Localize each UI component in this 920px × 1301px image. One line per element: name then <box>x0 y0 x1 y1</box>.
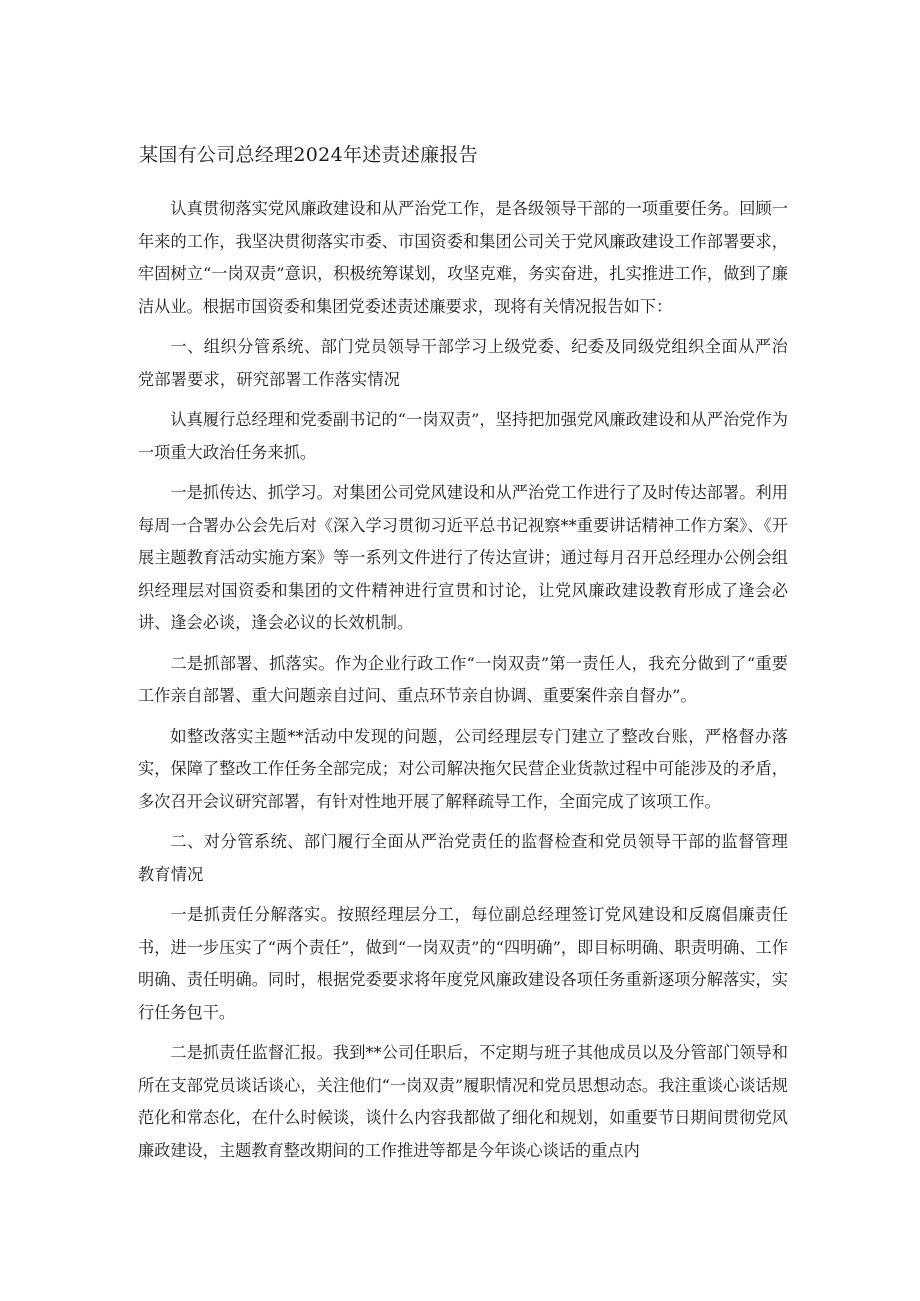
section-heading-1: 一、组织分管系统、部门党员领导干部学习上级党委、纪委及同级党组织全面从严治党部署要求，研究部署工作落实情况 <box>138 337 788 389</box>
section-1-paragraph-1: 认真履行总经理和党委副书记的“一岗双责”，坚持把加强党风廉政建设和从严治党作为一项重大政治任务来抓。 <box>138 410 788 462</box>
section-2-paragraph-2: 二是抓责任监督汇报。我到**公司任职后，不定期与班子其他成员以及分管部门领导和所在支部党员谈话谈心，关注他们“一岗双责”履职情况和党员思想动态。我注重谈心谈话规范化和常态化，在什么时候谈，谈什么内容我都做了细化和规划，如重要节日期间贯彻党风廉政建设，主题教育整改期间的工作推进等都是今年谈心谈话的重点内 <box>138 1043 788 1160</box>
section-1-paragraph-4: 如整改落实主题**活动中发现的问题，公司经理层专门建立了整改台账，严格督办落实，保障了整改工作任务全部完成；对公司解决拖欠民营企业货款过程中可能涉及的矛盾，多次召开会议研究部署，有针对性地开展了解释疏导工作，全面完成了该项工作。 <box>138 726 788 811</box>
intro-paragraph: 认真贯彻落实党风廉政建设和从严治党工作，是各级领导干部的一项重要任务。回顾一年来的工作，我坚决贯彻落实市委、市国资委和集团公司关于党风廉政建设工作部署要求，牢固树立“一岗双责”意识，积极统筹谋划，攻坚克难，务实奋进，扎实推进工作，做到了廉洁从业。根据市国资委和集团党委述责述廉要求，现将有关情况报告如下： <box>138 199 788 316</box>
section-heading-2: 二、对分管系统、部门履行全面从严治党责任的监督检查和党员领导干部的监督管理教育情况 <box>138 832 788 884</box>
section-1-paragraph-2: 一是抓传达、抓学习。对集团公司党风建设和从严治党工作进行了及时传达部署。利用每周一合署办公会先后对《深入学习贯彻习近平总书记视察**重要讲话精神工作方案》、《开展主题教育活动实施方案》等一系列文件进行了传达宣讲；通过每月召开总经理办公例会组织经理层对国资委和集团的文件精神进行宣贯和讨论，让党风廉政建设教育形成了逢会必讲、逢会必谈，逢会必议的长效机制。 <box>138 483 788 632</box>
section-2-paragraph-1: 一是抓责任分解落实。按照经理层分工，每位副总经理签订党风建设和反腐倡廉责任书，进一步压实了“两个责任”，做到“一岗双责”的“四明确”，即目标明确、职责明确、工作明确、责任明确。同时，根据党委要求将年度党风廉政建设各项任务重新逐项分解落实，实行任务包干。 <box>138 905 788 1022</box>
document-body <box>138 193 788 1175</box>
section-1-paragraph-3: 二是抓部署、抓落实。作为企业行政工作“一岗双责”第一责任人，我充分做到了“重要工作亲自部署、重大问题亲自过问、重点环节亲自协调、重要案件亲自督办”。 <box>138 653 788 705</box>
document-title: 某国有公司总经理2024年述责述廉报告 <box>139 144 479 166</box>
